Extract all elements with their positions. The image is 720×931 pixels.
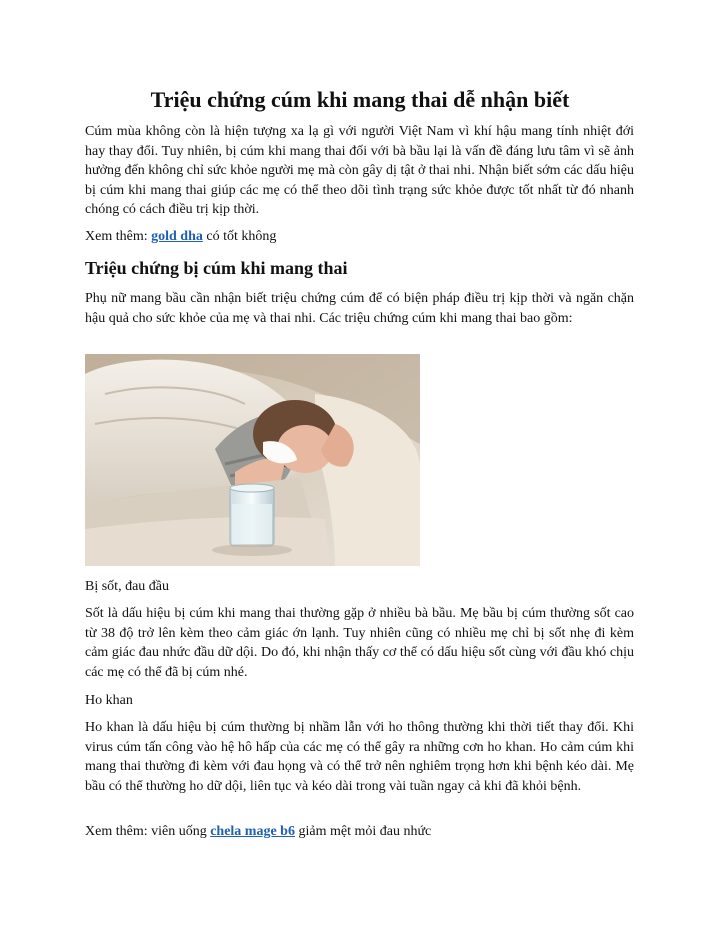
see-more-1-prefix: Xem thêm: xyxy=(85,229,152,244)
symptom-2-body: Ho khan là dấu hiệu bị cúm thường bị nhầm lẫn với ho thông thường khi thời tiết thay đổi. Khi virus cúm tấn công vào hệ hô hấp của các mẹ có thể gây ra những cơn ho khan. Ho cảm cúm khi mang thai thường đi kèm với đau họng và có thể trở nên nghiêm trọng hơn khi bệnh kéo dài. Mẹ bầu có thể thường ho dữ dội, liên tục và kéo dài trong vài tuần ngay cả khi đã khỏi bệnh. xyxy=(85,720,634,794)
see-more-line-1 xyxy=(85,227,634,247)
symptom-2-heading: Ho khan xyxy=(85,693,133,708)
section-intro-paragraph: Phụ nữ mang bầu cần nhận biết triệu chứng cúm để có biện pháp điều trị kịp thời và ngăn chặn hậu quả cho sức khỏe của mẹ và thai nhi. Các triệu chứng cúm khi mang thai bao gồm: xyxy=(85,291,634,326)
see-more-line-2 xyxy=(85,822,634,842)
chela-mage-b6-link[interactable]: chela mage b6 xyxy=(210,824,295,839)
section-heading: Triệu chứng bị cúm khi mang thai xyxy=(85,258,348,278)
see-more-2-prefix: Xem thêm: viên uống xyxy=(85,824,211,839)
intro-paragraph: Cúm mùa không còn là hiện tượng xa lạ gì với người Việt Nam vì khí hậu mang tính nhiệt đới hay thay đổi. Tuy nhiên, bị cúm khi mang thai đối với bà bầu lại là vấn đề đáng lưu tâm vì sẽ ảnh hưởng đến không chỉ sức khỏe người mẹ mà còn gây dị tật ở thai nhi. Nhận biết sớm các dấu hiệu bị cúm khi mang thai giúp các mẹ có thể theo dõi tình trạng sức khỏe được tốt nhất từ đó nhanh chóng có cách điều trị kịp thời. xyxy=(85,124,634,217)
sick-woman-photo xyxy=(85,354,420,566)
symptom-1-body: Sốt là dấu hiệu bị cúm khi mang thai thường gặp ở nhiều bà bầu. Mẹ bầu bị cúm thường sốt cao từ 38 độ trở lên kèm theo cảm giác ớn lạnh. Tuy nhiên cũng có nhiều mẹ chỉ bị sốt nhẹ đi kèm cảm giác đau nhức đầu dữ dội. Do đó, khi nhận thấy cơ thể có dấu hiệu sốt cùng với đầu khó chịu các mẹ có thể đã bị cúm nhé. xyxy=(85,606,634,680)
symptom-1-heading: Bị sốt, đau đầu xyxy=(85,579,169,594)
gold-dha-link[interactable]: gold dha xyxy=(151,229,203,244)
see-more-2-suffix: giảm mệt mỏi đau nhức xyxy=(294,824,432,839)
page-title: Triệu chứng cúm khi mang thai dễ nhận biết xyxy=(150,87,570,112)
see-more-1-suffix: có tốt không xyxy=(202,229,277,244)
